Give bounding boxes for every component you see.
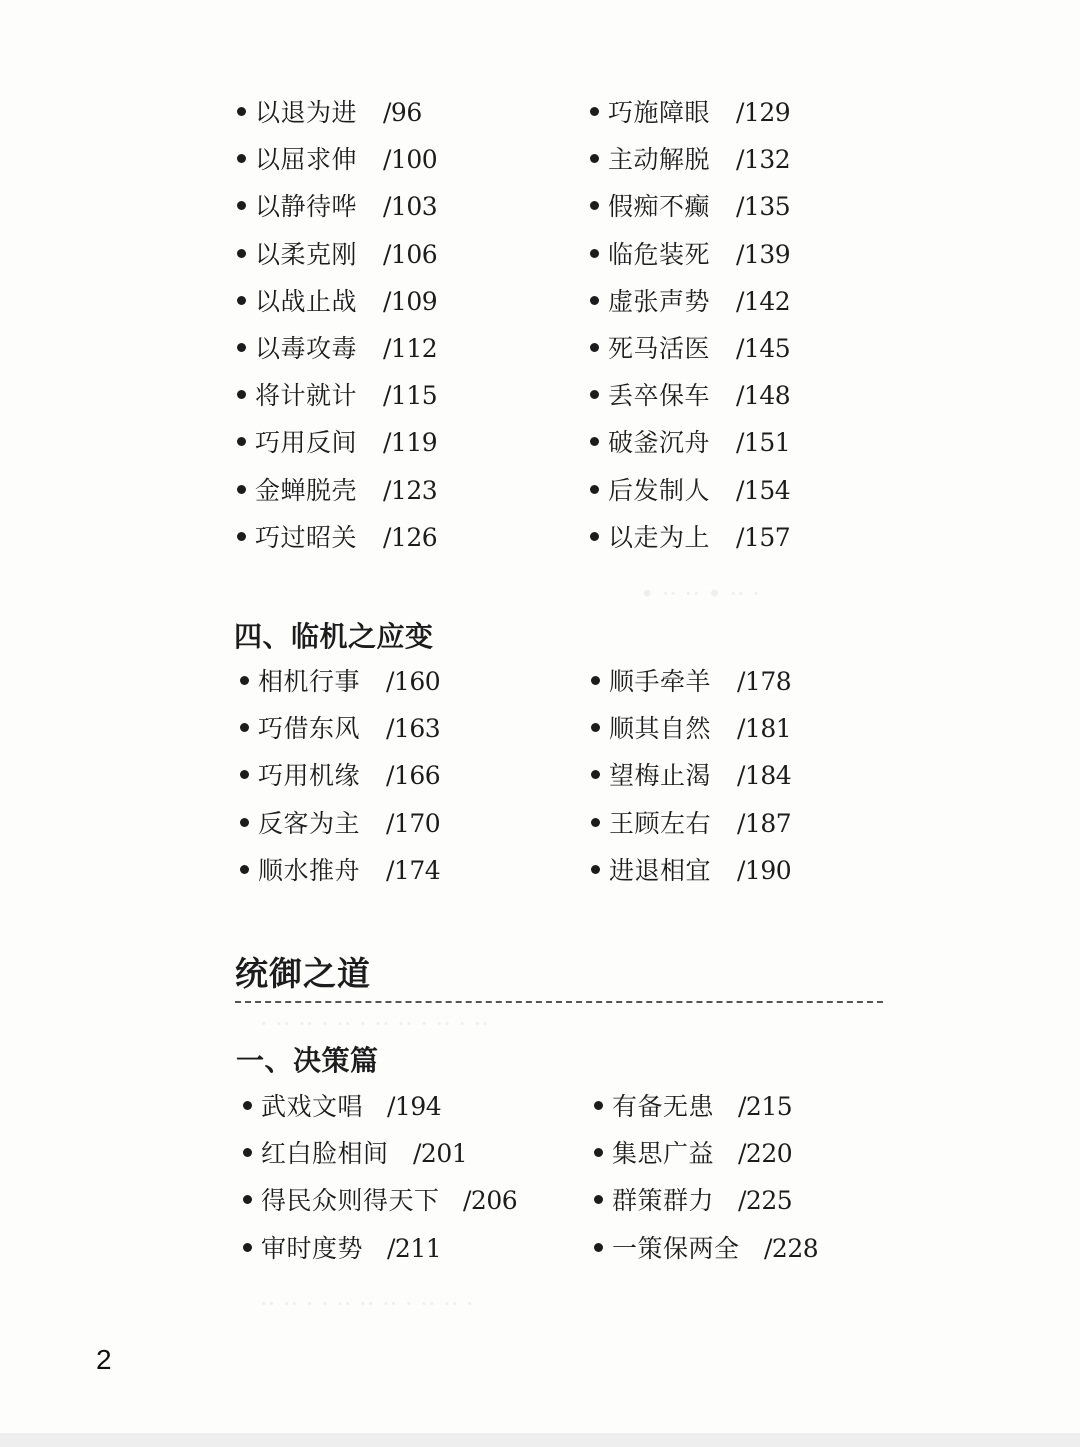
bullet-icon xyxy=(240,770,249,779)
entry-title: 巧过昭关 xyxy=(255,522,358,552)
bullet-icon xyxy=(591,865,600,874)
bullet-icon xyxy=(590,437,599,446)
entry-page-number: /129 xyxy=(736,98,791,127)
entry-title: 以退为进 xyxy=(255,98,358,127)
entry-page-number: /139 xyxy=(736,239,791,269)
toc-column-left-2 xyxy=(240,667,560,903)
entry-page-number: /163 xyxy=(386,714,441,744)
entry-title: 以柔克刚 xyxy=(255,239,358,269)
bullet-icon xyxy=(237,390,246,399)
entry-page-number: /184 xyxy=(737,761,792,791)
bullet-icon xyxy=(243,1195,252,1204)
toc-entry[interactable] xyxy=(591,856,911,903)
bullet-icon xyxy=(237,154,246,163)
toc-entry[interactable] xyxy=(237,334,557,381)
entry-title: 巧用机缘 xyxy=(258,761,361,791)
toc-entry[interactable] xyxy=(240,714,560,761)
entry-page-number: /201 xyxy=(413,1139,468,1169)
entry-title: 顺水推舟 xyxy=(258,855,361,885)
entry-title: 以战止战 xyxy=(255,286,358,316)
bullet-icon xyxy=(237,343,246,352)
entry-title: 丢卒保车 xyxy=(608,381,711,411)
entry-title: 望梅止渴 xyxy=(609,761,712,791)
toc-column-right-1 xyxy=(590,98,910,570)
entry-page-number: /115 xyxy=(383,381,438,411)
toc-entry[interactable] xyxy=(237,287,557,334)
entry-page-number: /157 xyxy=(736,522,791,552)
entry-page-number: /109 xyxy=(383,286,438,316)
bullet-icon xyxy=(594,1243,603,1252)
toc-entry[interactable] xyxy=(237,98,557,145)
entry-page-number: /206 xyxy=(463,1186,518,1216)
entry-page-number: /123 xyxy=(383,475,438,505)
toc-entry[interactable] xyxy=(590,523,910,570)
entry-title: 假痴不癫 xyxy=(608,192,711,222)
toc-entry[interactable] xyxy=(237,381,557,428)
toc-entry[interactable] xyxy=(240,856,560,903)
entry-page-number: /145 xyxy=(736,333,791,363)
entry-title: 巧施障眼 xyxy=(608,98,711,127)
entry-title: 以静待哗 xyxy=(255,192,358,222)
entry-page-number: /103 xyxy=(383,192,438,222)
bullet-icon xyxy=(590,532,599,541)
bullet-icon xyxy=(590,107,599,116)
entry-page-number: /225 xyxy=(738,1186,793,1216)
entry-title: 集思广益 xyxy=(612,1139,715,1169)
entry-page-number: /151 xyxy=(736,428,791,458)
bullet-icon xyxy=(237,485,246,494)
bullet-icon xyxy=(237,201,246,210)
toc-entry[interactable] xyxy=(243,1186,563,1233)
toc-entry[interactable] xyxy=(590,287,910,334)
entry-title: 相机行事 xyxy=(258,667,361,696)
toc-entry[interactable] xyxy=(590,240,910,287)
entry-page-number: /106 xyxy=(383,239,438,269)
entry-page-number: /211 xyxy=(387,1233,442,1263)
entry-page-number: /215 xyxy=(738,1092,793,1121)
toc-entry[interactable] xyxy=(243,1139,563,1186)
entry-page-number: /181 xyxy=(737,714,792,744)
toc-entry[interactable] xyxy=(590,192,910,239)
bullet-icon xyxy=(590,485,599,494)
bullet-icon xyxy=(240,676,249,685)
toc-entry[interactable] xyxy=(594,1139,914,1186)
toc-entry[interactable] xyxy=(240,667,560,714)
show-through-marks: ·· ·· · · ·· ·· ·· · ·· ·· · xyxy=(260,1290,474,1318)
entry-title: 红白脸相间 xyxy=(261,1139,389,1169)
bullet-icon xyxy=(591,676,600,685)
bullet-icon xyxy=(591,770,600,779)
bullet-icon xyxy=(590,343,599,352)
entry-title: 主动解脱 xyxy=(608,145,711,175)
entry-title: 有备无患 xyxy=(612,1092,715,1121)
entry-title: 破釜沉舟 xyxy=(608,428,711,458)
toc-entry[interactable] xyxy=(237,240,557,287)
bullet-icon xyxy=(590,201,599,210)
toc-entry[interactable] xyxy=(237,192,557,239)
entry-title: 以毒攻毒 xyxy=(255,333,358,363)
entry-title: 金蝉脱壳 xyxy=(255,475,358,505)
entry-title: 进退相宜 xyxy=(609,855,712,885)
entry-page-number: /228 xyxy=(764,1233,819,1263)
entry-title: 将计就计 xyxy=(255,381,358,411)
toc-entry[interactable] xyxy=(240,761,560,808)
entry-page-number: /132 xyxy=(736,145,791,175)
bullet-icon xyxy=(590,154,599,163)
entry-page-number: /178 xyxy=(737,667,792,696)
toc-entry[interactable] xyxy=(591,809,911,856)
entry-page-number: /166 xyxy=(386,761,441,791)
bullet-icon xyxy=(237,296,246,305)
page-number: 2 xyxy=(96,1344,112,1375)
bullet-icon xyxy=(240,865,249,874)
toc-entry[interactable] xyxy=(237,428,557,475)
entry-page-number: /119 xyxy=(383,428,438,458)
bullet-icon xyxy=(591,723,600,732)
entry-page-number: /174 xyxy=(386,855,441,885)
entry-page-number: /154 xyxy=(736,475,791,505)
toc-entry[interactable] xyxy=(591,761,911,808)
entry-title: 虚张声势 xyxy=(608,286,711,316)
toc-column-left-1 xyxy=(237,98,557,570)
show-through-marks: · ·· ·· · ·· · ·· ·· · ·· · ·· xyxy=(260,1010,489,1038)
toc-entry[interactable] xyxy=(237,145,557,192)
entry-title: 审时度势 xyxy=(261,1233,364,1263)
entry-title: 以屈求伸 xyxy=(255,145,358,175)
toc-entry[interactable] xyxy=(243,1092,563,1139)
toc-entry[interactable] xyxy=(594,1234,914,1281)
entry-page-number: /160 xyxy=(386,667,441,696)
bullet-icon xyxy=(237,437,246,446)
entry-title: 群策群力 xyxy=(612,1186,715,1216)
bullet-icon xyxy=(594,1148,603,1157)
entry-page-number: /170 xyxy=(386,808,441,838)
entry-page-number: /112 xyxy=(383,333,438,363)
toc-entry[interactable] xyxy=(240,809,560,856)
toc-entry[interactable] xyxy=(594,1092,914,1139)
bullet-icon xyxy=(591,818,600,827)
bullet-icon xyxy=(590,249,599,258)
entry-page-number: /187 xyxy=(737,808,792,838)
toc-entry[interactable] xyxy=(243,1234,563,1281)
toc-column-right-3 xyxy=(594,1092,914,1281)
toc-column-right-2 xyxy=(591,667,911,903)
bottom-edge-strip xyxy=(0,1433,1080,1447)
bullet-icon xyxy=(590,296,599,305)
entry-page-number: /194 xyxy=(387,1092,442,1121)
bullet-icon xyxy=(243,1101,252,1110)
bullet-icon xyxy=(240,723,249,732)
entry-title: 临危装死 xyxy=(608,239,711,269)
entry-title: 巧用反间 xyxy=(255,428,358,458)
entry-title: 后发制人 xyxy=(608,475,711,505)
bullet-icon xyxy=(243,1243,252,1252)
entry-page-number: /220 xyxy=(738,1139,793,1169)
entry-title: 以走为上 xyxy=(608,522,711,552)
bullet-icon xyxy=(237,532,246,541)
toc-entry[interactable] xyxy=(590,98,910,145)
toc-entry[interactable] xyxy=(237,523,557,570)
entry-page-number: /96 xyxy=(383,98,422,127)
section-heading: 一、决策篇 xyxy=(236,1044,379,1077)
entry-title: 武戏文唱 xyxy=(261,1092,364,1121)
toc-entry[interactable] xyxy=(237,476,557,523)
bullet-icon xyxy=(590,390,599,399)
bullet-icon xyxy=(594,1195,603,1204)
toc-entry[interactable] xyxy=(591,714,911,761)
entry-title: 顺其自然 xyxy=(609,714,712,744)
toc-entry[interactable] xyxy=(590,334,910,381)
bullet-icon xyxy=(237,249,246,258)
entry-page-number: /100 xyxy=(383,145,438,175)
entry-page-number: /190 xyxy=(737,855,792,885)
toc-entry[interactable] xyxy=(590,428,910,475)
entry-title: 巧借东风 xyxy=(258,714,361,744)
part-heading: 统御之道 xyxy=(235,954,371,993)
toc-column-left-3 xyxy=(243,1092,563,1281)
bullet-icon xyxy=(243,1148,252,1157)
entry-page-number: /142 xyxy=(736,286,791,316)
entry-title: 得民众则得天下 xyxy=(261,1186,440,1216)
toc-entry[interactable] xyxy=(590,381,910,428)
entry-title: 顺手牵羊 xyxy=(609,667,712,696)
entry-title: 王顾左右 xyxy=(609,808,712,838)
entry-page-number: /126 xyxy=(383,522,438,552)
entry-title: 死马活医 xyxy=(608,333,711,363)
entry-page-number: /148 xyxy=(736,381,791,411)
toc-entry[interactable] xyxy=(590,145,910,192)
entry-title: 反客为主 xyxy=(258,808,361,838)
toc-entry[interactable] xyxy=(594,1186,914,1233)
section-heading: 四、临机之应变 xyxy=(234,620,434,653)
entry-title: 一策保两全 xyxy=(612,1233,740,1263)
entry-page-number: /135 xyxy=(736,192,791,222)
bullet-icon xyxy=(594,1101,603,1110)
bullet-icon xyxy=(240,818,249,827)
toc-entry[interactable] xyxy=(591,667,911,714)
show-through-marks: • ·· ·· • ·· · xyxy=(640,580,760,608)
bullet-icon xyxy=(237,107,246,116)
toc-entry[interactable] xyxy=(590,476,910,523)
dashed-divider xyxy=(235,1001,883,1003)
